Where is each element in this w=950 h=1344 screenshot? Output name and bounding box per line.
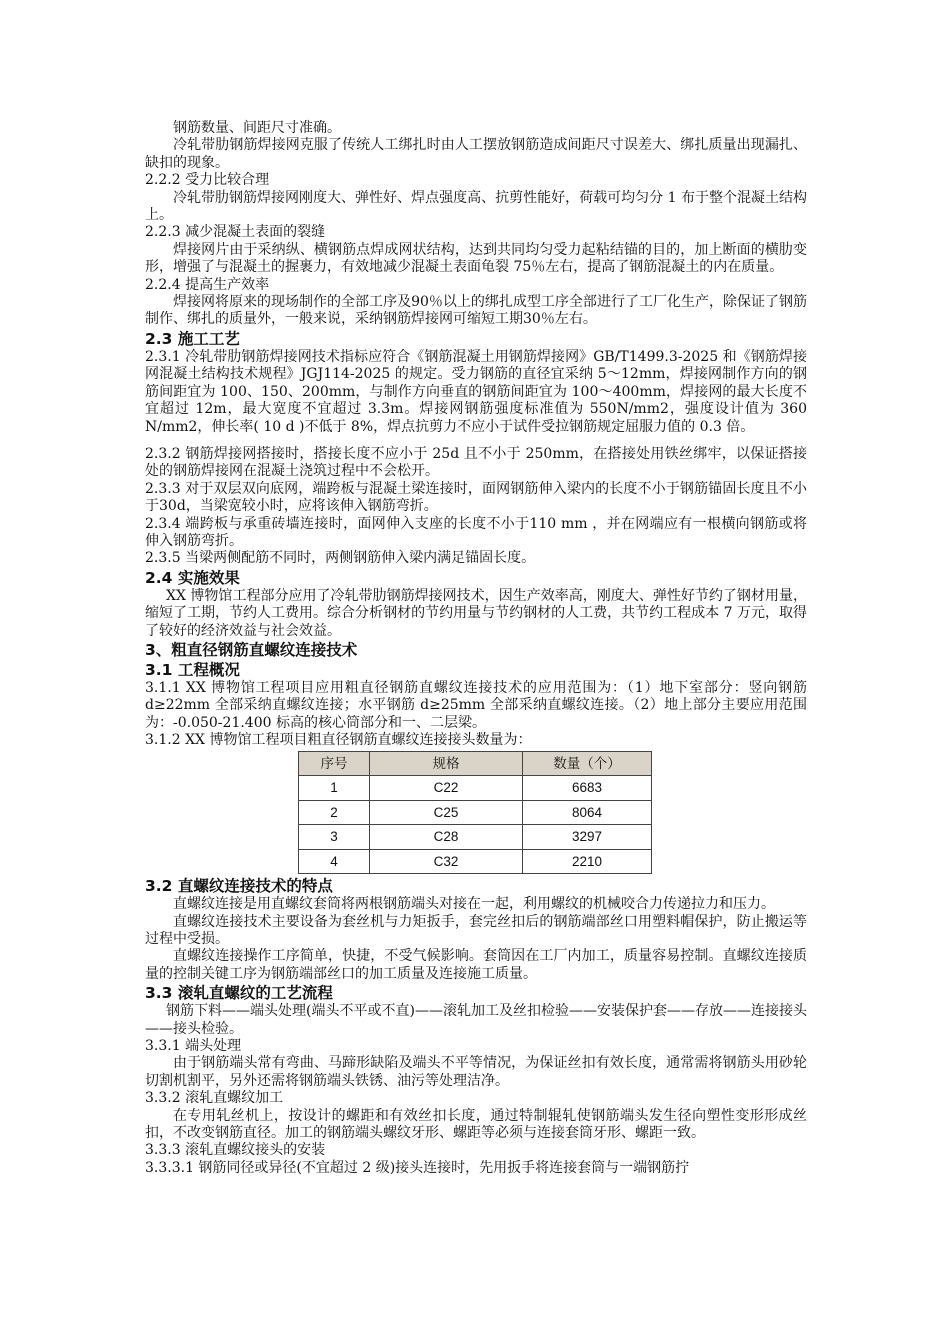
table-cell: 8064: [523, 800, 652, 825]
subheading-3-3-3: 3.3.3 滚轧直螺纹接头的安装: [145, 1142, 326, 1159]
process-flow: 钢筋下料——端头处理(端头不平或不直)——滚轧加工及丝扣检验——安装保护套——存放——连接接头——接头检验。: [145, 1003, 807, 1037]
table-header-row: [299, 751, 652, 776]
page-content: [145, 120, 807, 1177]
subheading-2-2-4: 2.2.4 提高生产效率: [145, 276, 270, 293]
section-heading-3-1: 3.1 工程概况: [145, 660, 240, 679]
paragraph-3-3-3-1: 3.3.3.1 钢筋同径或异径(不宜超过 2 级)接头连接时，先用扳手将连接套筒与一端钢筋拧: [145, 1159, 690, 1176]
paragraph: 直螺纹连接是用直螺纹套筒将两根钢筋端头对接在一起，利用螺纹的机械咬合力传递拉力和压力。: [173, 896, 775, 913]
section-heading-3-3: 3.3 滚轧直螺纹的工艺流程: [145, 984, 333, 1003]
header-cell: 序号: [299, 751, 370, 776]
table-row: [299, 800, 652, 825]
paragraph: 直螺纹连接技术主要设备为套丝机与力矩扳手，套完丝扣后的钢筋端部丝口用塑料帽保护，防止搬运等过程中受损。: [145, 913, 807, 947]
subheading-3-3-2: 3.3.2 滚轧直螺纹加工: [145, 1090, 284, 1107]
paragraph: 焊接网片由于采纳纵、横钢筋点焊成网状结构，达到共同均匀受力起粘结锚的目的，加上断面的横肋变形，增强了与混凝土的握裹力，有效地减少混凝土表面龟裂 75％左右，提高了钢筋混凝土的内在质量。: [145, 241, 807, 276]
table-cell: 3297: [523, 825, 652, 850]
paragraph-3-1-2: 3.1.2 XX 博物馆工程项目粗直径钢筋直螺纹连接接头数量为：: [145, 732, 532, 749]
table-cell: 3: [299, 825, 370, 850]
paragraph: XX 博物馆工程部分应用了冷轧带肋钢筋焊接网技术，因生产效率高，刚度大、弹性好节约了钢材用量，缩短了工期，节约人工费用。综合分析钢材的节约用量与节约钢材的人工费，共节约工程成本 7 万元，取得了较好的经济效益与社会效益。: [145, 587, 807, 639]
table-cell: C28: [370, 825, 523, 850]
table-cell: 2210: [523, 849, 652, 874]
paragraph: 冷轧带肋钢筋焊接网刚度大、弹性好、焊点强度高、抗剪性能好，荷载可均匀分 1 布于整个混凝土结构上。: [145, 189, 807, 224]
paragraph: 由于钢筋端头常有弯曲、马蹄形缺陷及端头不平等情况，为保证丝扣有效长度，通常需将钢筋头用砂轮切割机割平，另外还需将钢筋端头铁锈、油污等处理洁净。: [145, 1055, 807, 1089]
paragraph-2-3-5: 2.3.5 当梁两侧配筋不同时，两侧钢筋伸入梁内满足锚固长度。: [145, 550, 536, 567]
section-heading-2-4: 2.4 实施效果: [145, 568, 240, 587]
paragraph-2-3-4: 2.3.4 端跨板与承重砖墙连接时，面网伸入支座的长度不小于110 mm ，并在网端应有一根横向钢筋或将伸入钢筋弯折。: [145, 515, 807, 549]
spacer: [145, 436, 807, 446]
subheading-2-2-2: 2.2.2 受力比较合理: [145, 172, 270, 189]
table-cell: 1: [299, 776, 370, 801]
section-heading-3: 3、粗直径钢筋直螺纹连接技术: [145, 640, 358, 659]
section-heading-3-2: 3.2 直螺纹连接技术的特点: [145, 877, 333, 896]
table-cell: C25: [370, 800, 523, 825]
subheading-3-3-1: 3.3.1 端头处理: [145, 1037, 242, 1054]
header-cell: 规格: [370, 751, 523, 776]
table-row: [299, 849, 652, 874]
subheading-2-2-3: 2.2.3 减少混凝土表面的裂缝: [145, 224, 326, 241]
table-row: [299, 776, 652, 801]
paragraph-2-3-1: 2.3.1 冷轧带肋钢筋焊接网技术指标应符合《钢筋混凝土用钢筋焊接网》GB/T1499.3-2025 和《钢筋焊接网混凝土结构技术规程》JGJ114-2025 的规定。受力钢筋的直径宜采纳 5～12mm，焊接网制作方向的钢筋间距宜为 100、150、200mm，与制作方向垂直的钢筋间距宜为 100～400mm，焊接网的最大长度不宜超过 12m，最大宽度不宜超过 3.3m。焊接网钢筋强度标准值为 550N/mm2，强度设计值为 360 N/mm2，伸长率( 10 d )不低于 8%，焊点抗剪力不应小于试件受拉钢筋规定屈服力值的 0.3 倍。: [145, 348, 807, 435]
table-row: [299, 825, 652, 850]
paragraph-3-1-1: 3.1.1 XX 博物馆工程项目应用粗直径钢筋直螺纹连接技术的应用范围为：（1）地下室部分：竖向钢筋 d≥22mm 全部采纳直螺纹连接；水平钢筋 d≥25mm 全部采纳直螺纹连接。（2）地上部分主要应用范围为：-0.050-21.400 标高的核心筒部分和一、二层梁。: [145, 679, 807, 731]
table-cell: 4: [299, 849, 370, 874]
table-cell: 2: [299, 800, 370, 825]
connector-quantity-table: [298, 751, 652, 875]
table-cell: C22: [370, 776, 523, 801]
paragraph: 焊接网将原来的现场制作的全部工序及90％以上的绑扎成型工序全部进行了工厂化生产，除保证了钢筋制作、绑扎的质量外，一般来说，采纳钢筋焊接网可缩短工期30％左右。: [145, 294, 807, 328]
paragraph-2-3-3: 2.3.3 对于双层双向底网，端跨板与混凝土梁连接时，面网钢筋伸入梁内的长度不小于钢筋锚固长度且不小于30d，当梁宽较小时，应将该伸入钢筋弯折。: [145, 480, 807, 515]
table-cell: C32: [370, 849, 523, 874]
paragraph: 冷轧带肋钢筋焊接网克服了传统人工绑扎时由人工摆放钢筋造成间距尺寸误差大、绑扎质量出现漏扎、缺扣的现象。: [145, 137, 807, 171]
paragraph: 在专用轧丝机上，按设计的螺距和有效丝扣长度，通过特制辊轧使钢筋端头发生径向塑性变形形成丝扣，不改变钢筋直径。加工的钢筋端头螺纹牙形、螺距等必须与连接套筒牙形、螺距一致。: [145, 1107, 807, 1141]
paragraph: 钢筋数量、间距尺寸准确。: [173, 120, 341, 136]
paragraph-2-3-2: 2.3.2 钢筋焊接网搭接时，搭接长度不应小于 25d 且不小于 250mm，在搭接处用铁丝绑牢，以保证搭接处的钢筋焊接网在混凝土浇筑过程中不会松开。: [145, 445, 807, 480]
section-heading-2-3: 2.3 施工工艺: [145, 329, 240, 348]
paragraph: 直螺纹连接操作工序简单，快捷，不受气候影响。套筒因在工厂内加工，质量容易控制。直螺纹连接质量的控制关键工序为钢筋端部丝口的加工质量及连接施工质量。: [145, 948, 807, 982]
table-cell: 6683: [523, 776, 652, 801]
header-cell: 数量（个）: [523, 751, 652, 776]
